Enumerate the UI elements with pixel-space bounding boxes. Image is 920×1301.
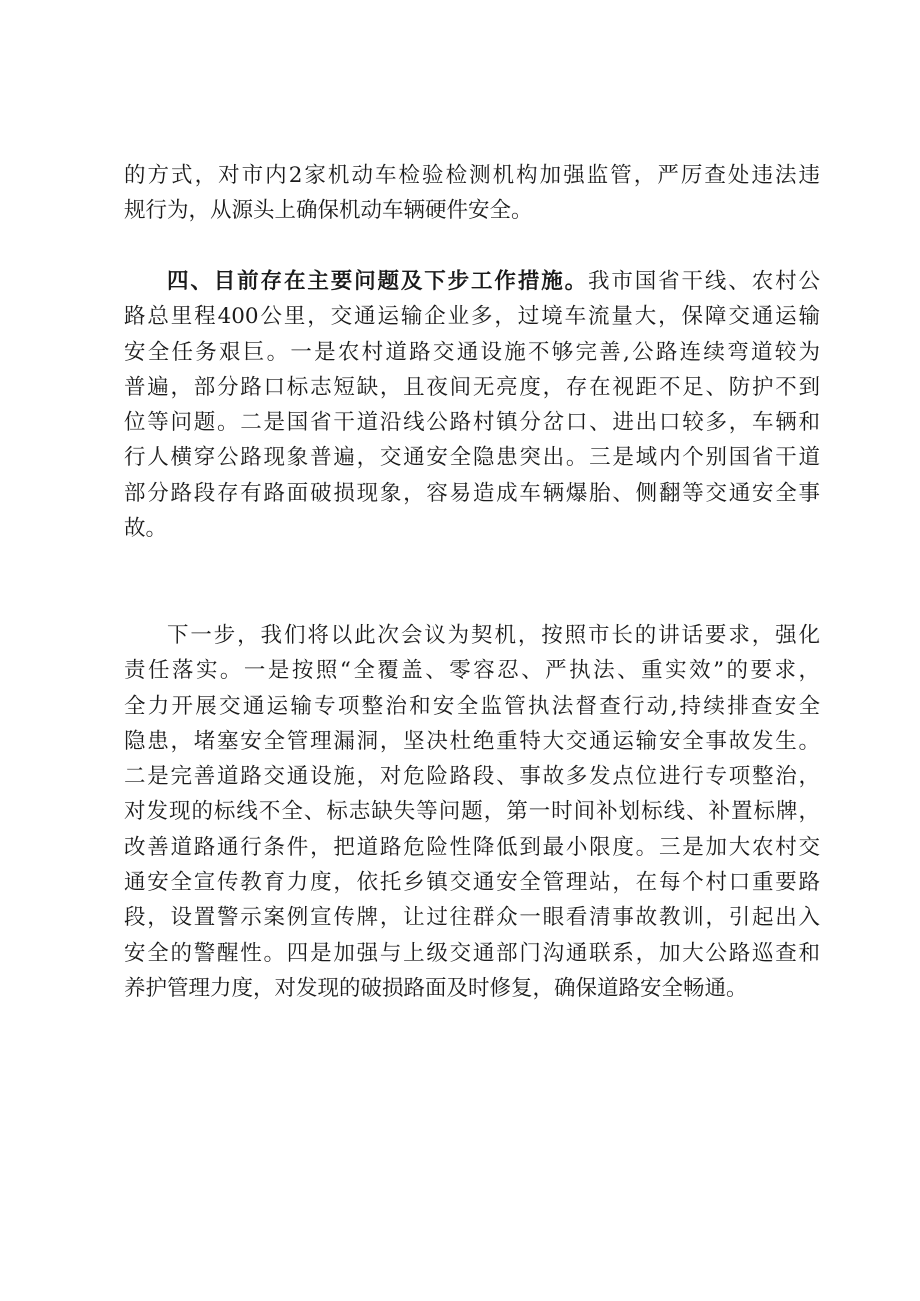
paragraph-1-line-2: 规行为，从源头上确保机动车辆硬件安全。	[124, 198, 533, 224]
paragraph-3-line-2: 责任落实。一是按照“全覆盖、零容忍、严执法、重实效”的要求，	[124, 658, 820, 684]
paragraph-3-line-6: 对发现的标线不全、标志缺失等问题，第一时间补划标线、补置标牌，	[124, 799, 820, 825]
paragraph-2-line-3: 安全任务艰巨。一是农村道路交通设施不够完善,公路连续弯道较为	[124, 339, 820, 365]
paragraph-2-line-4: 普遍，部分路口标志短缺，且夜间无亮度，存在视距不足、防护不到	[124, 374, 820, 400]
paragraph-3-line-5: 二是完善道路交通设施，对危险路段、事故多发点位进行专项整治，	[124, 764, 820, 790]
paragraph-2-line-1	[124, 264, 820, 299]
paragraph-3-line-7: 改善道路通行条件，把道路危险性降低到最小限度。三是加大农村交	[124, 834, 820, 860]
paragraph-1	[124, 158, 820, 229]
paragraph-3-line-11: 养护管理力度，对发现的破损路面及时修复，确保道路安全畅通。	[124, 975, 748, 1001]
paragraph-3-line-3: 全力开展交通运输专项整治和安全监管执法督查行动,持续排查安全	[124, 693, 820, 719]
paragraph-2-line-1-text: 我市国省干线、农村公	[587, 269, 820, 294]
paragraph-2-line-5: 位等问题。二是国省干道沿线公路村镇分岔口、进出口较多，车辆和	[124, 410, 820, 436]
paragraph-2-line-7: 部分路段存有路面破损现象，容易造成车辆爆胎、侧翻等交通安全事	[124, 480, 820, 506]
paragraph-2-line-8: 故。	[124, 516, 168, 542]
paragraph-3	[124, 618, 820, 1006]
paragraph-3-line-9: 段，设置警示案例宣传牌，让过往群众一眼看清事故教训，引起出入	[124, 905, 820, 931]
paragraph-2-line-2: 路总里程400公里，交通运输企业多，过境车流量大，保障交通运输	[124, 304, 820, 330]
paragraph-2-line-6: 行人横穿公路现象普遍，交通安全隐患突出。三是域内个别国省干道	[124, 445, 820, 471]
paragraph-2	[124, 264, 820, 546]
paragraph-3-line-1: 下一步，我们将以此次会议为契机，按照市长的讲话要求，强化	[167, 623, 820, 648]
paragraph-1-line-1: 的方式，对市内2家机动车检验检测机构加强监管，严厉查处违法违	[124, 163, 820, 188]
paragraph-3-line-4: 隐患，堵塞安全管理漏洞，坚决杜绝重特大交通运输安全事故发生。	[124, 728, 820, 754]
section-heading: 四、目前存在主要问题及下步工作措施。	[167, 269, 588, 294]
paragraph-3-line-8: 通安全宣传教育力度，依托乡镇交通安全管理站，在每个村口重要路	[124, 870, 820, 896]
paragraph-3-line-10: 安全的警醒性。四是加强与上级交通部门沟通联系，加大公路巡查和	[124, 940, 820, 966]
